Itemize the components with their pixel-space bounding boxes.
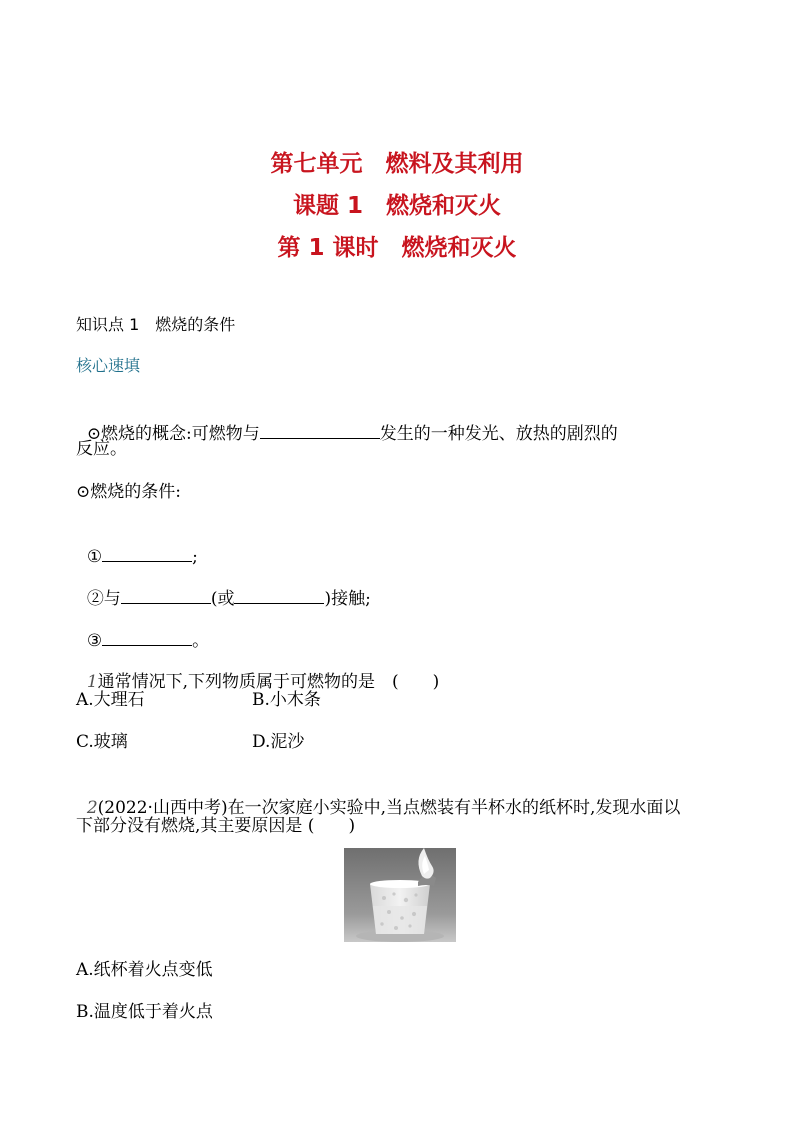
- condition-3-mark: ③: [86, 631, 103, 651]
- unit-title: 第七单元 燃料及其利用: [270, 151, 524, 177]
- fill-heading: 核心速填: [76, 356, 141, 375]
- concept-line-2: 反应。: [76, 439, 127, 459]
- concept-text-before: ⊙燃烧的概念:可燃物与: [86, 424, 260, 444]
- question-2-option-a[interactable]: A.纸杯着火点变低: [76, 960, 213, 980]
- lesson-title: 课题 1 燃烧和灭火: [292, 193, 501, 219]
- condition-2-mark: ②与: [86, 589, 121, 609]
- question-2-stem-line2: 下部分没有燃烧,其主要原因是 ( ): [76, 816, 356, 836]
- burning-paper-cup-photo: [344, 848, 456, 942]
- question-1-option-b[interactable]: B.小木条: [252, 690, 321, 710]
- question-1-text: 通常情况下,下列物质属于可燃物的是 ( ): [97, 672, 440, 692]
- condition-2-mid: (或: [210, 589, 235, 609]
- question-2-stem: [76, 772, 680, 820]
- condition-2-blank-a[interactable]: [121, 586, 211, 604]
- knowledge-point-heading: 知识点 1 燃烧的条件: [76, 315, 236, 334]
- concept-line: [76, 397, 618, 446]
- condition-2-blank-b[interactable]: [234, 586, 324, 604]
- condition-1-blank[interactable]: [102, 544, 192, 562]
- question-2-option-b[interactable]: B.温度低于着火点: [76, 1002, 213, 1022]
- question-1-option-a[interactable]: A.大理石: [76, 690, 145, 710]
- concept-blank[interactable]: [260, 421, 380, 439]
- concept-text-after: 发生的一种发光、放热的剧烈的: [379, 424, 618, 444]
- question-2-number: 2: [86, 798, 98, 818]
- question-1-option-d[interactable]: D.泥沙: [252, 732, 305, 752]
- question-2-text-line1: (2022·山西中考)在一次家庭小实验中,当点燃装有半杯水的纸杯时,发现水面以: [97, 798, 681, 818]
- period-title: 第 1 课时 燃烧和灭火: [277, 235, 517, 261]
- condition-3-blank[interactable]: [102, 628, 192, 646]
- condition-1-end: ;: [192, 547, 198, 567]
- condition-3-end: 。: [192, 631, 210, 651]
- paper-cup-illustration: [344, 848, 456, 942]
- question-1-number: 1: [86, 672, 98, 692]
- condition-2-end: )接触;: [324, 589, 371, 609]
- question-1-option-c[interactable]: C.玻璃: [76, 732, 128, 752]
- condition-1-mark: ①: [86, 547, 103, 567]
- conditions-heading: ⊙燃烧的条件:: [76, 482, 181, 502]
- question-1-stem: [76, 646, 439, 694]
